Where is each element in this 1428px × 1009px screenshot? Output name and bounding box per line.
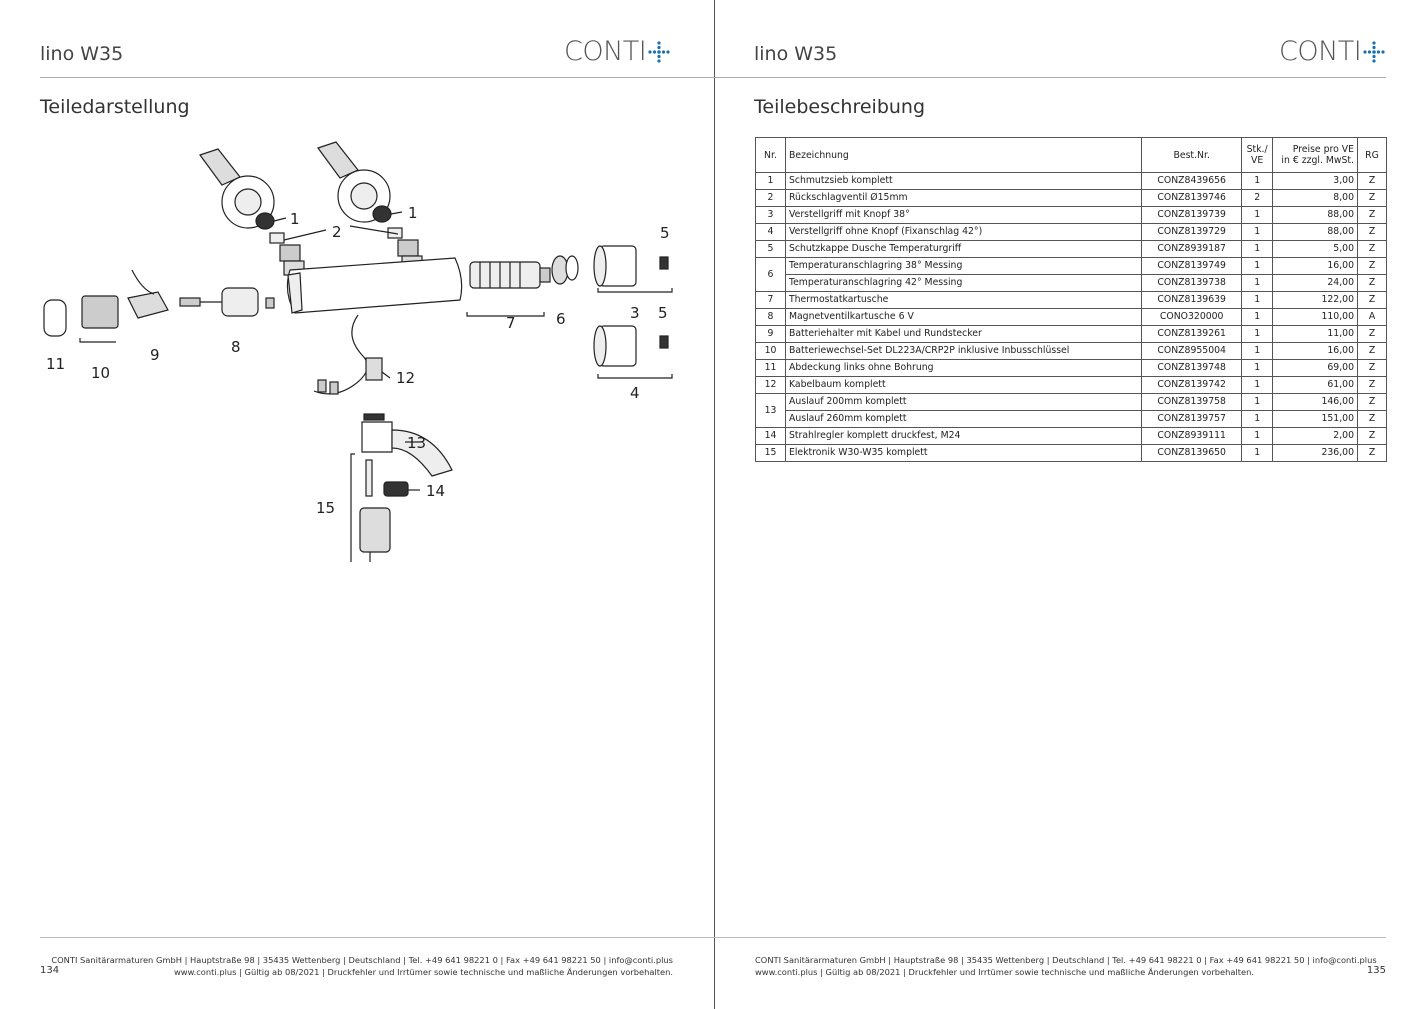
cell-rg: Z [1358, 207, 1387, 224]
cell-stk-ve: 1 [1242, 258, 1273, 275]
cell-rg: Z [1358, 224, 1387, 241]
cell-rg: Z [1358, 258, 1387, 275]
cell-preis: 5,00 [1273, 241, 1358, 258]
cell-nr: 10 [756, 343, 786, 360]
conti-logo [564, 36, 672, 67]
cell-nr: 4 [756, 224, 786, 241]
cell-preis: 61,00 [1273, 377, 1358, 394]
cell-preis: 122,00 [1273, 292, 1358, 309]
col-header-nr: Nr. [756, 138, 786, 173]
col-header-rg: RG [1358, 138, 1387, 173]
cell-preis: 88,00 [1273, 224, 1358, 241]
cell-rg: Z [1358, 411, 1387, 428]
handle-4 [594, 326, 636, 366]
cell-bezeichnung: Kabelbaum komplett [785, 377, 1141, 394]
cell-bezeichnung: Temperaturanschlagring 42° Messing [785, 275, 1141, 292]
cell-best-nr: CONZ8139749 [1142, 258, 1242, 275]
cell-rg: Z [1358, 360, 1387, 377]
footer-address: CONTI Sanitärarmaturen GmbH | Hauptstraße 98 | 35435 Wettenberg | Deutschland | Tel. +49 641 98221 0 | Fax +49 641 98221 50 | info@conti.plus [51, 955, 673, 965]
cell-bezeichnung: Thermostatkartusche [785, 292, 1141, 309]
cell-best-nr: CONZ8139739 [1142, 207, 1242, 224]
header-rule [40, 77, 714, 78]
table-row [756, 394, 1387, 411]
callout-label: 10 [91, 364, 111, 382]
cell-best-nr: CONZ8439656 [1142, 173, 1242, 190]
callout-label: 3 [630, 304, 640, 322]
cell-preis: 16,00 [1273, 258, 1358, 275]
table-row [756, 428, 1387, 445]
cell-stk-ve: 1 [1242, 411, 1273, 428]
footer-address: CONTI Sanitärarmaturen GmbH | Hauptstraße 98 | 35435 Wettenberg | Deutschland | Tel. +49 641 98221 0 | Fax +49 641 98221 50 | info@conti.plus [755, 955, 1377, 965]
table-row [756, 258, 1387, 275]
callout-label: 7 [506, 314, 516, 332]
footer-rule [40, 937, 714, 938]
cell-nr: 8 [756, 309, 786, 326]
cell-preis: 16,00 [1273, 343, 1358, 360]
cell-bezeichnung: Verstellgriff ohne Knopf (Fixanschlag 42°) [785, 224, 1141, 241]
cell-rg: Z [1358, 173, 1387, 190]
filter-right [373, 206, 391, 222]
logo-text: CONTI [1279, 36, 1362, 67]
col-header-preise [1273, 138, 1358, 173]
cell-bezeichnung: Schutzkappe Dusche Temperaturgriff [785, 241, 1141, 258]
cell-nr: 7 [756, 292, 786, 309]
section-title: Teiledarstellung [40, 96, 190, 118]
cell-nr: 11 [756, 360, 786, 377]
callout-label: 6 [556, 310, 566, 328]
cell-preis: 146,00 [1273, 394, 1358, 411]
callout-label: 12 [396, 369, 416, 387]
cell-preis: 11,00 [1273, 326, 1358, 343]
cell-bezeichnung: Batteriehalter mit Kabel und Rundstecker [785, 326, 1141, 343]
document-title: lino W35 [40, 43, 124, 65]
thermostat-cartridge [470, 262, 550, 288]
col-header-preise-line2: in € zzgl. MwSt. [1281, 155, 1354, 166]
logo-plus-icon [646, 39, 672, 65]
footer-legal: www.conti.plus | Gültig ab 08/2021 | Druckfehler und Irrtümer sowie technische und maßliche Änderungen vorbehalten. [755, 967, 1254, 977]
thermostat-body [287, 258, 461, 313]
cell-preis: 151,00 [1273, 411, 1358, 428]
cell-nr: 14 [756, 428, 786, 445]
cell-nr: 12 [756, 377, 786, 394]
conti-logo [1279, 36, 1387, 67]
cell-stk-ve: 2 [1242, 190, 1273, 207]
cell-bezeichnung: Auslauf 260mm komplett [785, 411, 1141, 428]
callout-label: 15 [316, 499, 336, 517]
cell-nr: 15 [756, 445, 786, 462]
cell-stk-ve: 1 [1242, 445, 1273, 462]
handle-3 [594, 246, 636, 286]
cell-bezeichnung: Magnetventilkartusche 6 V [785, 309, 1141, 326]
cell-rg: Z [1358, 241, 1387, 258]
cell-rg: Z [1358, 326, 1387, 343]
cell-best-nr: CONZ8139742 [1142, 377, 1242, 394]
col-header-preise-line1: Preise pro VE [1292, 144, 1354, 155]
cell-best-nr: CONZ8139758 [1142, 394, 1242, 411]
aerator [384, 482, 408, 496]
cell-rg: Z [1358, 343, 1387, 360]
cell-preis: 88,00 [1273, 207, 1358, 224]
cell-bezeichnung: Batteriewechsel-Set DL223A/CRP2P inklusive Inbusschlüssel [785, 343, 1141, 360]
cell-bezeichnung: Abdeckung links ohne Bohrung [785, 360, 1141, 377]
col-header-stk-ve [1242, 138, 1273, 173]
side-cover [44, 300, 66, 336]
table-row [756, 377, 1387, 394]
cell-stk-ve: 1 [1242, 343, 1273, 360]
cell-nr: 6 [756, 258, 786, 292]
table-row [756, 343, 1387, 360]
cell-preis: 236,00 [1273, 445, 1358, 462]
cell-nr: 3 [756, 207, 786, 224]
cell-bezeichnung: Schmutzsieb komplett [785, 173, 1141, 190]
cell-preis: 3,00 [1273, 173, 1358, 190]
cell-rg: Z [1358, 190, 1387, 207]
cell-stk-ve: 1 [1242, 326, 1273, 343]
cell-best-nr: CONZ8139639 [1142, 292, 1242, 309]
cell-best-nr: CONZ8939187 [1142, 241, 1242, 258]
cell-preis: 8,00 [1273, 190, 1358, 207]
header-rule [714, 77, 1386, 78]
cell-best-nr: CONZ8139261 [1142, 326, 1242, 343]
cell-preis: 2,00 [1273, 428, 1358, 445]
cell-stk-ve: 1 [1242, 309, 1273, 326]
cell-bezeichnung: Elektronik W30-W35 komplett [785, 445, 1141, 462]
cell-rg: Z [1358, 428, 1387, 445]
table-row [756, 292, 1387, 309]
cell-stk-ve: 1 [1242, 377, 1273, 394]
table-row [756, 360, 1387, 377]
right-page [714, 0, 1428, 1009]
table-row [756, 326, 1387, 343]
col-header-stk-line2: VE [1251, 155, 1264, 166]
cell-stk-ve: 1 [1242, 394, 1273, 411]
cell-best-nr: CONZ8139757 [1142, 411, 1242, 428]
table-row [756, 445, 1387, 462]
cell-stk-ve: 1 [1242, 275, 1273, 292]
cell-stk-ve: 1 [1242, 428, 1273, 445]
cell-preis: 110,00 [1273, 309, 1358, 326]
parts-table [755, 137, 1387, 462]
logo-plus-icon [1361, 39, 1387, 65]
battery-set [82, 296, 118, 328]
cell-rg: Z [1358, 275, 1387, 292]
cell-bezeichnung: Auslauf 200mm komplett [785, 394, 1141, 411]
cell-preis: 24,00 [1273, 275, 1358, 292]
callout-label: 1 [290, 210, 300, 228]
cell-nr: 1 [756, 173, 786, 190]
solenoid-cartridge [180, 288, 274, 316]
cell-rg: A [1358, 309, 1387, 326]
cell-nr: 5 [756, 241, 786, 258]
callout-label: 8 [231, 338, 241, 356]
section-title: Teilebeschreibung [754, 96, 926, 118]
callout-label: 5 [658, 304, 668, 322]
cap-5-bottom [660, 336, 668, 348]
cell-best-nr: CONZ8139746 [1142, 190, 1242, 207]
cell-nr: 9 [756, 326, 786, 343]
table-row [756, 241, 1387, 258]
cell-bezeichnung: Verstellgriff mit Knopf 38° [785, 207, 1141, 224]
cell-best-nr: CONZ8139650 [1142, 445, 1242, 462]
cell-bezeichnung: Rückschlagventil Ø15mm [785, 190, 1141, 207]
col-header-bezeichnung: Bezeichnung [785, 138, 1141, 173]
cell-best-nr: CONZ8939111 [1142, 428, 1242, 445]
cell-rg: Z [1358, 377, 1387, 394]
callout-label: 9 [150, 346, 160, 364]
table-header-row [756, 138, 1387, 173]
table-row [756, 190, 1387, 207]
callout-label: 1 [408, 204, 418, 222]
footer-rule [714, 937, 1386, 938]
table-row [756, 207, 1387, 224]
cell-stk-ve: 1 [1242, 292, 1273, 309]
callout-label: 4 [630, 384, 640, 402]
cell-best-nr: CONZ8139748 [1142, 360, 1242, 377]
electronics [351, 454, 390, 562]
col-header-best-nr: Best.Nr. [1142, 138, 1242, 173]
cell-best-nr: CONZ8139738 [1142, 275, 1242, 292]
cell-preis: 69,00 [1273, 360, 1358, 377]
cell-bezeichnung: Temperaturanschlagring 38° Messing [785, 258, 1141, 275]
cell-best-nr: CONO320000 [1142, 309, 1242, 326]
table-row [756, 309, 1387, 326]
document-title: lino W35 [754, 43, 838, 65]
cell-rg: Z [1358, 394, 1387, 411]
exploded-parts-diagram [0, 130, 714, 580]
cell-stk-ve: 1 [1242, 241, 1273, 258]
callout-label: 5 [660, 224, 670, 242]
callout-label: 14 [426, 482, 446, 500]
cell-rg: Z [1358, 292, 1387, 309]
logo-text: CONTI [564, 36, 647, 67]
cell-nr: 2 [756, 190, 786, 207]
battery-holder [128, 270, 168, 318]
page-number: 134 [40, 965, 60, 976]
table-row [756, 173, 1387, 190]
cell-stk-ve: 1 [1242, 224, 1273, 241]
cap-5-top [660, 257, 668, 269]
footer-legal: www.conti.plus | Gültig ab 08/2021 | Druckfehler und Irrtümer sowie technische und maßliche Änderungen vorbehalten. [174, 967, 673, 977]
filter-left [256, 213, 274, 229]
cell-bezeichnung: Strahlregler komplett druckfest, M24 [785, 428, 1141, 445]
cell-best-nr: CONZ8955004 [1142, 343, 1242, 360]
table-row [756, 411, 1387, 428]
cell-stk-ve: 1 [1242, 360, 1273, 377]
table-row [756, 224, 1387, 241]
callout-label: 11 [46, 355, 66, 373]
cell-stk-ve: 1 [1242, 173, 1273, 190]
callout-label: 13 [407, 434, 427, 452]
cell-best-nr: CONZ8139729 [1142, 224, 1242, 241]
cell-stk-ve: 1 [1242, 207, 1273, 224]
cell-nr: 13 [756, 394, 786, 428]
page-number: 135 [1366, 965, 1386, 976]
callout-label: 2 [332, 223, 342, 241]
table-row [756, 275, 1387, 292]
cell-rg: Z [1358, 445, 1387, 462]
col-header-stk-line1: Stk./ [1246, 144, 1268, 155]
